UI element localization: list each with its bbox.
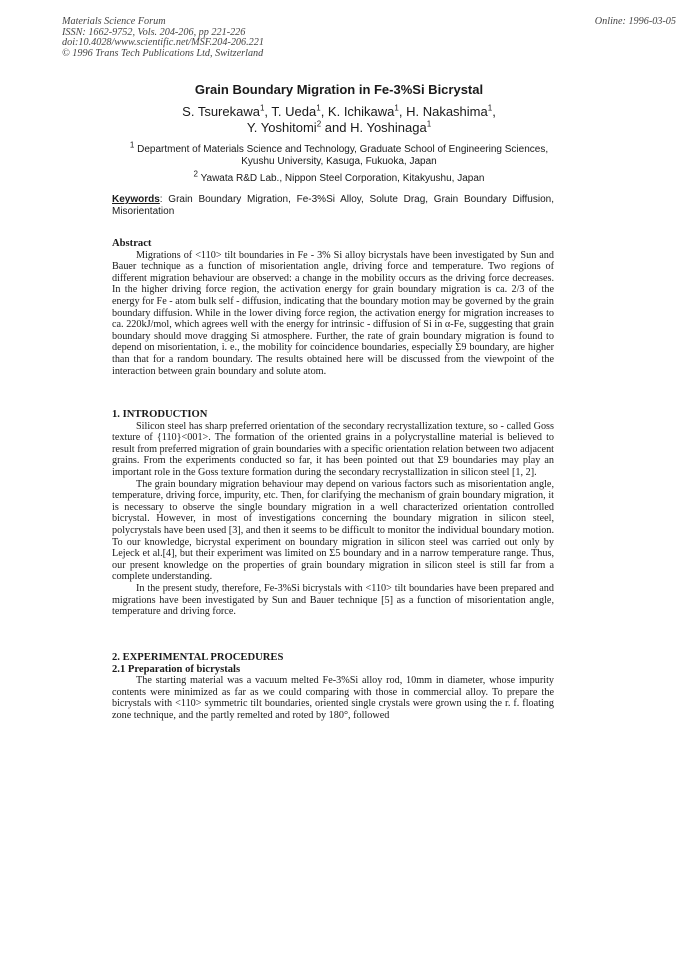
paper-title: Grain Boundary Migration in Fe-3%Si Bicrystal <box>194 82 484 97</box>
keywords-label: Keywords <box>112 194 160 205</box>
keywords-list: : Grain Boundary Migration, Fe-3%Si Alloy, Solute Drag, Grain Boundary Diffusion, Misorientation <box>112 194 554 217</box>
paragraph: The starting material was a vacuum melted Fe-3%Si alloy rod, 10mm in diameter, whose impurity contents were minimized as far as we could comparing with those in commercial alloy. To prepare the bicrystals with <110> symmetric tilt boundaries, oriented single crystals were grown using the r. f. floating zone technique, and the partly remelted and roted by 180°, followed <box>112 675 554 721</box>
experimental-section <box>112 652 554 722</box>
abstract-section <box>112 238 554 377</box>
journal-name: Materials Science Forum <box>62 16 166 27</box>
affiliation-1: $^1$ Department of Materials Science and Technology, Graduate School of Engineering Sciences, Kyushu University, Kasuga, Fukuoka, Japan <box>129 140 549 167</box>
experimental-heading: 2. EXPERIMENTAL PROCEDURES <box>112 652 284 663</box>
author-name: H. Yoshinaga <box>350 120 427 135</box>
online-date: Online: 1996-03-05 <box>594 16 676 27</box>
abstract-heading: Abstract <box>112 238 152 249</box>
author-conjunction: and <box>324 120 347 135</box>
paragraph: In the present study, therefore, Fe-3%Si bicrystals with <110> tilt boundaries have been prepared and migrations have been investigated by Sun and Bauer technique [5] as a function of misorientation angle, temperature and driving force. <box>112 582 554 618</box>
issn-line: ISSN: 1662-9752, Vols. 204-206, pp 221-226 <box>62 26 246 38</box>
author-name: T. Ueda <box>271 104 317 119</box>
publication-header <box>62 16 676 59</box>
author-line-2: Y. Yoshitomi$^2$ and H. Yoshinaga$^1$ <box>246 119 432 135</box>
abstract-text: Migrations of <110> tilt boundaries in Fe - 3% Si alloy bicrystals have been investigated by Sun and Bauer technique as a function of misorientation angle, driving force and temperature. Two regions of different migration behaviour are observed: a change in the mobility occurs as the driving force decreases. In the higher driving force region, the activation energy for grain boundary migration is ca. 2/3 of the energy for Fe - atom bulk self - diffusion, indicating that the boundary motion may be governed by the grain boundary diffusion. While in the lower diving force region, the activation energy for migration increases to ca. 220kJ/mol, which agrees well with the energy for intrinsic - diffusion of Si in α-Fe, suggesting that grain boundary should move dragging Si atmosphere. Further, the rate of grain boundary migration is found to depend on misorientation, i. e., the mobility for coincidence boundaries, especially Σ9 boundary, are higher than that for a random boundary. The results obtained here will be discussed from the viewpoint of the interaction between grain boundary and solute atom. <box>112 249 554 377</box>
introduction-heading: 1. INTRODUCTION <box>112 409 208 420</box>
affiliation-2: $^2$ Yawata R&D Lab., Nippon Steel Corporation, Kitakyushu, Japan <box>193 169 485 184</box>
author-name: K. Ichikawa <box>327 104 395 119</box>
author-list <box>0 104 678 136</box>
author-line-1: S. Tsurekawa$^1$, T. Ueda$^1$, K. Ichikawa$^1$, H. Nakashima$^1$, <box>182 103 496 119</box>
author-name: S. Tsurekawa <box>182 104 260 119</box>
subsection-heading: 2.1 Preparation of bicrystals <box>112 663 241 675</box>
keywords <box>112 194 554 218</box>
introduction-section <box>112 409 554 618</box>
doi-line: doi:10.4028/www.scientific.net/MSF.204-206.221 <box>62 37 264 49</box>
author-name: Y. Yoshitomi <box>246 120 317 135</box>
paragraph: The grain boundary migration behaviour may depend on various factors such as misorientation angle, temperature, driving force, impurity, etc. Then, for clarifying the mechanism of grain boundary migration, it is necessary to observe the single boundary migration in a well characterized orientation controlled bicrystal. However, in most of investigations concerning the boundary migration in silicon steel, polycrystals have been used [3], and then it seems to be difficult to monitor the individual boundary motion. To our knowledge, bicrystal experiment on boundary migration in silicon steel was carried out only by Lejeck et al.[4], but their experiment was limited on Σ5 boundary and in a narrow temperature range. Thus, our present knowledge on the properties of grain boundary migration in silicon steel is still far from a complete understanding. <box>112 478 554 583</box>
author-name: H. Nakashima <box>406 104 488 119</box>
copyright-line: © 1996 Trans Tech Publications Ltd, Switzerland <box>62 47 264 59</box>
paragraph: Silicon steel has sharp preferred orientation of the secondary recrystallization texture, so - called Goss texture of {110}<001>. The formation of the oriented grains in a polycrystalline material is believed to result from preferred migration of grain boundaries with a specific orientation relation between two adjacent grains. From the experiments conducted so far, it has been pointed out that Σ9 boundaries may play an important role in the Goss texture formation during the secondary recrystallization in silicon steel [1, 2]. <box>112 420 554 478</box>
